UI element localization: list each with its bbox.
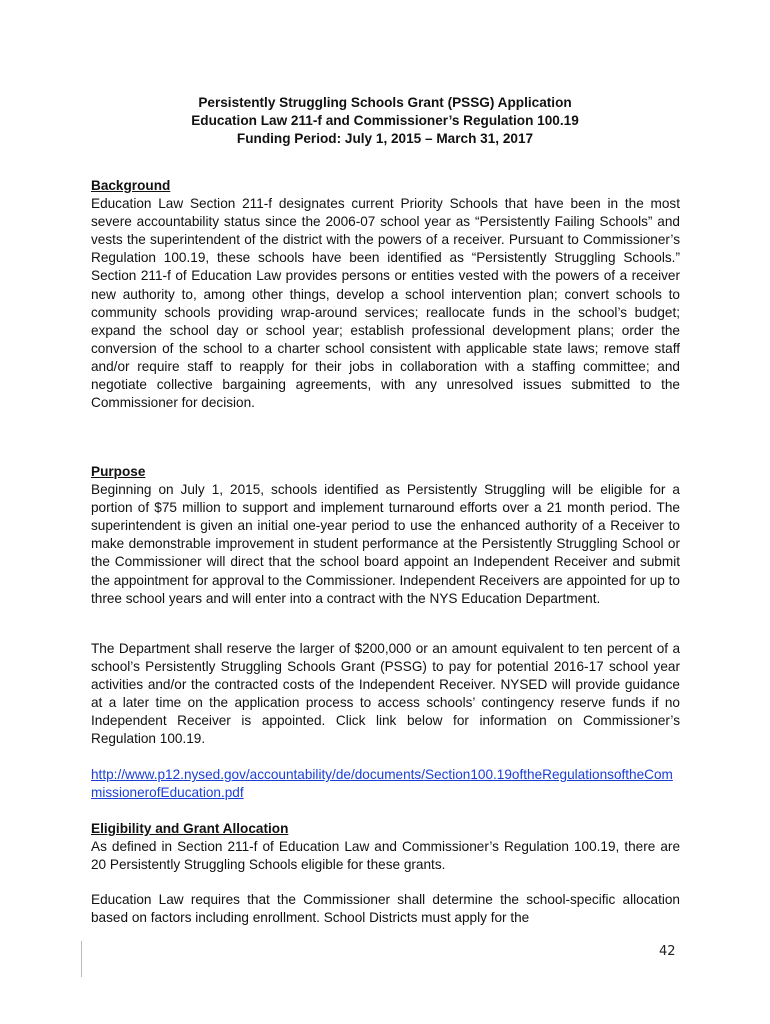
title-line-3: Funding Period: July 1, 2015 – March 31, 2017 (236, 131, 534, 146)
document-title (90, 94, 680, 148)
purpose-paragraph-1: Beginning on July 1, 2015, schools identified as Persistently Struggling will be eligible for a portion of $75 million to support and implement turnaround efforts over a 21 month period. The superintendent is given an initial one-year period to use the enhanced authority of a Receiver to make demonstrable improvement in student performance at the Persistently Struggling School or the Commissioner will direct that the school board appoint an Independent Receiver and submit the appointment for approval to the Commissioner. Independent Receivers are appointed for up to three school years and will enter into a contract with the NYS Education Department. (91, 482, 680, 606)
purpose-heading: Purpose (91, 464, 146, 479)
purpose-section (91, 463, 680, 608)
eligibility-section (91, 820, 680, 874)
regulation-link[interactable]: http://www.p12.nysed.gov/accountability/de/documents/Section100.19oftheRegulationsoftheCommissionerofEducation.pdf (91, 767, 673, 801)
eligibility-paragraph-1: As defined in Section 211-f of Education Law and Commissioner’s Regulation 100.19, there are 20 Persistently Struggling Schools eligible for these grants. (91, 839, 680, 873)
regulation-link-block (91, 766, 680, 802)
footer-margin-line (81, 941, 82, 977)
eligibility-paragraph-2: Education Law requires that the Commissioner shall determine the school-specific allocation based on factors including enrollment. School Districts must apply for the (91, 892, 680, 926)
purpose-section-continued (91, 640, 680, 749)
background-heading: Background (91, 178, 171, 193)
eligibility-heading: Eligibility and Grant Allocation (91, 821, 289, 836)
title-line-1: Persistently Struggling Schools Grant (PSSG) Application (198, 95, 572, 110)
title-line-2: Education Law 211-f and Commissioner’s Regulation 100.19 (191, 113, 579, 128)
page-number: 42 (659, 944, 676, 959)
eligibility-section-continued (91, 891, 680, 927)
background-paragraph: Education Law Section 211-f designates current Priority Schools that have been in the most severe accountability status since the 2006-07 school year as “Persistently Failing Schools” and vests the superintendent of the district with the powers of a receiver. Pursuant to Commissioner’s Regulation 100.19, these schools have been identified as “Persistently Struggling Schools.” Section 211-f of Education Law provides persons or entities vested with the powers of a receiver new authority to, among other things, develop a school intervention plan; convert schools to community schools providing wrap-around services; reallocate funds in the school’s budget; expand the school day or school year; establish professional development plans; order the conversion of the school to a charter school consistent with applicable state laws; remove staff and/or require staff to reapply for their jobs in collaboration with a staffing committee; and negotiate collective bargaining agreements, with any unresolved issues submitted to the Commissioner for decision. (91, 196, 680, 411)
purpose-paragraph-2: The Department shall reserve the larger of $200,000 or an amount equivalent to ten percent of a school’s Persistently Struggling Schools Grant (PSSG) to pay for potential 2016-17 school year activities and/or the contracted costs of the Independent Receiver. NYSED will provide guidance at a later time on the application process to access schools’ contingency reserve funds if no Independent Receiver is appointed. Click link below for information on Commissioner’s Regulation 100.19. (91, 641, 680, 747)
background-section (91, 177, 680, 412)
